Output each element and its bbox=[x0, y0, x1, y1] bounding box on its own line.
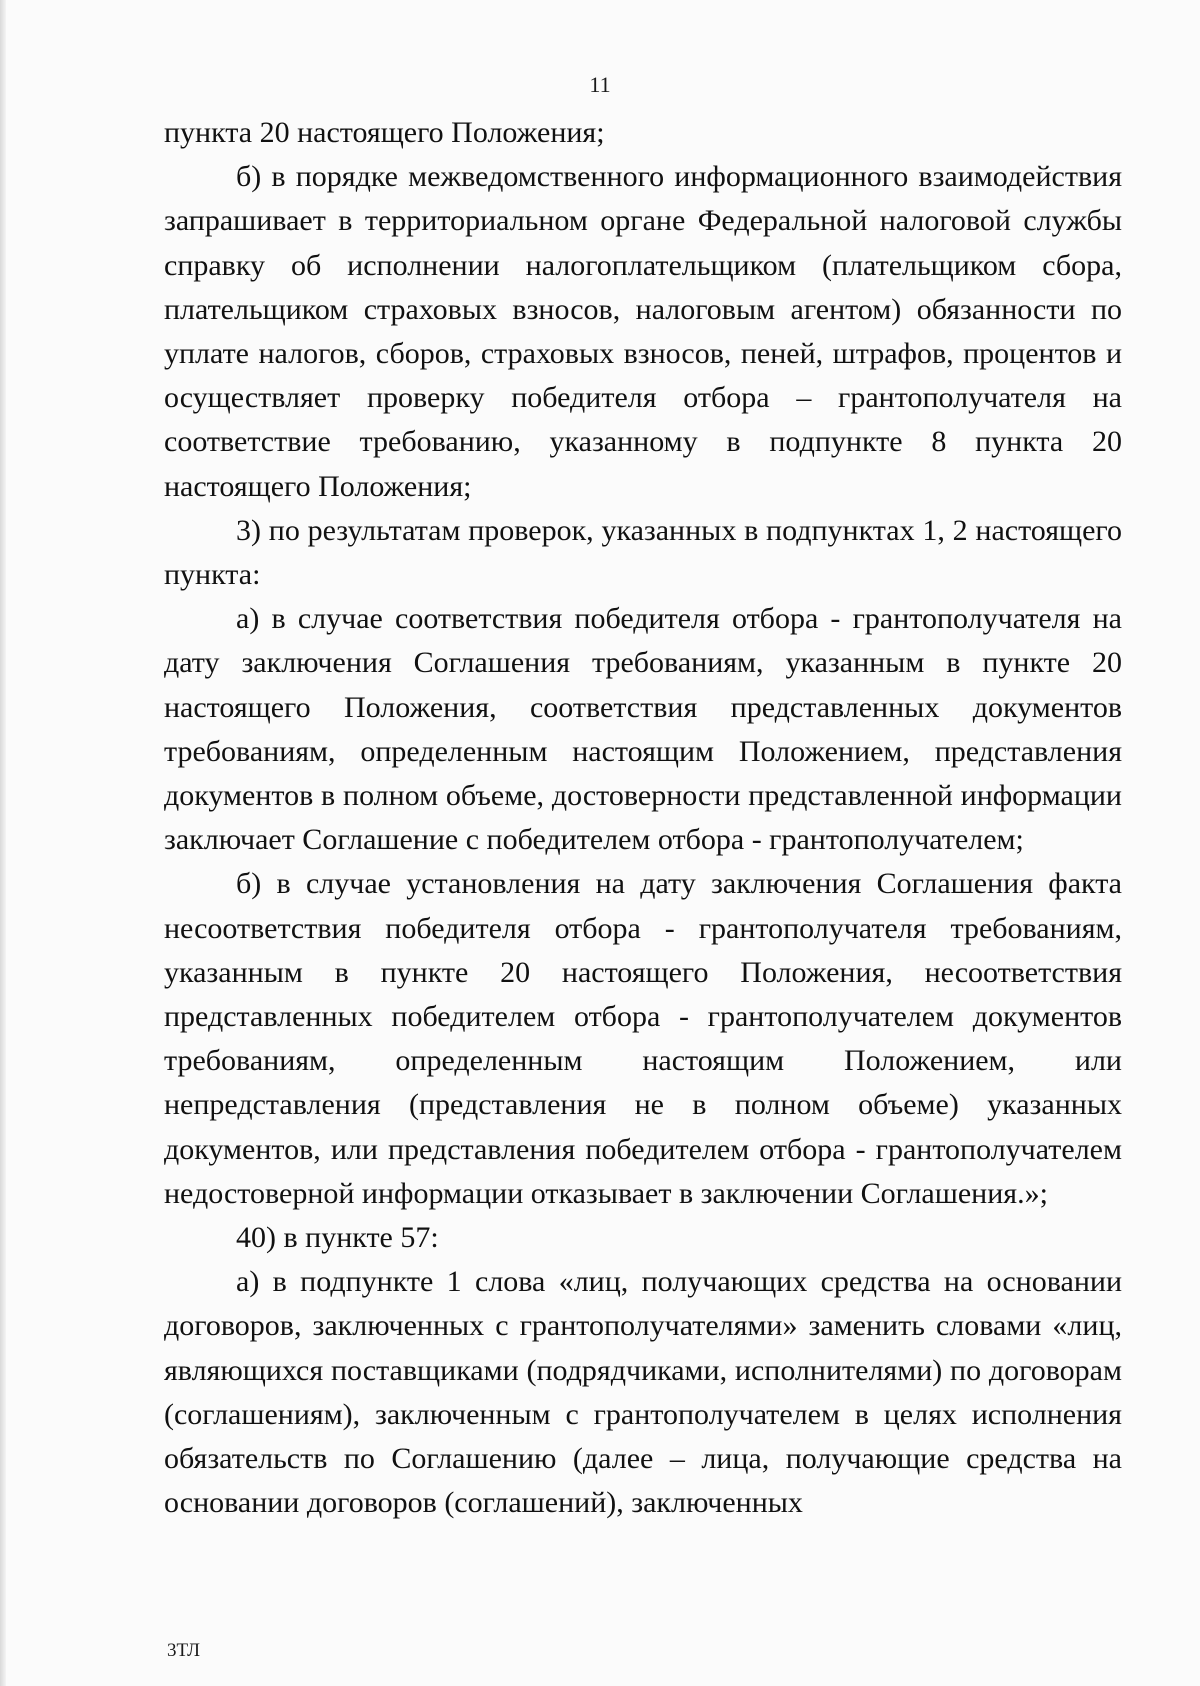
page-number: 11 bbox=[589, 72, 611, 97]
footer-mark: 3ТЛ bbox=[167, 1640, 201, 1661]
document-body bbox=[164, 111, 1122, 1526]
paragraph-subitem-a-conclude: а) в случае соответствия победителя отбора - грантополучателя на дату заключения Соглашения требованиям, указанным в пункте 20 настоящего Положения, соответствия представленных документов требованиям, определенным настоящим Положением, представления документов в полном объеме, достоверности представленной информации заключает Соглашение с победителем отбора - грантополучателем; bbox=[164, 602, 1122, 857]
paragraph-continuation: пункта 20 настоящего Положения; bbox=[164, 116, 605, 149]
scan-edge bbox=[0, 0, 6, 1686]
paragraph-subitem-a-replace-words: а) в подпункте 1 слова «лиц, получающих средства на основании договоров, заключенных с грантополучателями» заменить словами «лиц, являющихся поставщиками (подрядчиками, исполнителями) по договорам (соглашениям), заключенным с грантополучателем в целях исполнения обязательств по Соглашению (далее – лица, получающие средства на основании договоров (соглашений), заключенных bbox=[164, 1265, 1122, 1520]
paragraph-item-40: 40) в пункте 57: bbox=[236, 1221, 439, 1255]
paragraph-item-3: 3) по результатам проверок, указанных в подпунктах 1, 2 настоящего пункта: bbox=[164, 513, 1122, 592]
paragraph-subitem-b-tax-check: б) в порядке межведомственного информационного взаимодействия запрашивает в территориальном органе Федеральной налоговой службы справку об исполнении налогоплательщиком (плательщиком сбора, плательщиком страховых взносов, налоговым агентом) обязанности по уплате налогов, сборов, страховых взносов, пеней, штрафов, процентов и осуществляет проверку победителя отбора – грантополучателя на соответствие требованию, указанному в подпункте 8 пункта 20 настоящего Положения; bbox=[164, 160, 1122, 503]
paragraph-subitem-b-refuse: б) в случае установления на дату заключения Соглашения факта несоответствия победителя отбора - грантополучателя требованиям, указанным в пункте 20 настоящего Положения, несоответствия представленных победителем отбора - грантополучателем документов требованиям, определенным настоящим Положением, или непредставления (представления не в полном объеме) указанных документов, или представления победителем отбора - грантополучателем недостоверной информации отказывает в заключении Соглашения.»; bbox=[164, 867, 1122, 1210]
